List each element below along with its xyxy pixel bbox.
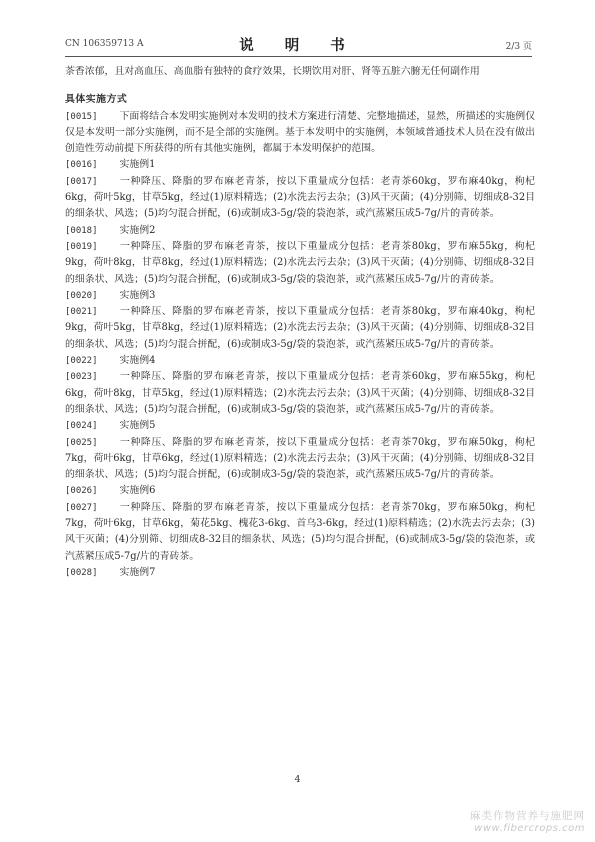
paragraph	[65, 239, 535, 288]
paragraph	[65, 157, 535, 173]
paragraph-number: [0016]	[65, 160, 98, 171]
paragraph-number: [0027]	[65, 502, 98, 513]
paragraph-number: [0022]	[65, 356, 98, 367]
paragraph-text: 下面将结合本发明实施例对本发明的技术方案进行清楚、完整地描述，显然，所描述的实施例仅仅是本发明一部分实施例，而不是全部的实施例。基于本发明中的实施例，本领域普通技术人员在没有做出创造性劳动前提下所获得的所有其他实施例，都属于本发明保护的范围。	[65, 110, 535, 155]
paragraph-text: 实施例6	[119, 485, 156, 497]
paragraph-text: 实施例7	[119, 566, 156, 578]
paragraph-text: 实施例5	[119, 420, 156, 432]
paragraph	[65, 369, 535, 418]
paragraph-number: [0025]	[65, 437, 98, 448]
paragraph-number: [0028]	[65, 567, 98, 578]
paragraph	[65, 500, 535, 565]
paragraph-text: 实施例4	[119, 355, 156, 367]
paragraph	[65, 435, 535, 484]
lead-paragraph: 茶香浓郁，且对高血压、高血脂有独特的食疗效果，长期饮用对肝、肾等五脏六腑无任何副作用	[65, 66, 480, 77]
patent-number: CN 106359713 A	[65, 39, 144, 49]
paragraph-number: [0019]	[65, 241, 98, 252]
paragraph-text: 一种降压、降脂的罗布麻老青茶，按以下重量成分包括：老青茶60kg，罗布麻55kg，枸杞6kg，荷叶8kg，甘草5kg，经过(1)原料精选；(2)水洗去污去杂；(3)风干灭菌；(4)分别筛、切细成8-32目的细条状、风选；(5)均匀混合拼配，(6)或制成3-5g/袋的袋泡茶，或汽蒸紧压成5-7g/片的青砖茶。	[65, 371, 535, 415]
document-title: 说 明 书	[239, 37, 358, 54]
paragraph	[65, 174, 535, 223]
page-number: 4	[294, 774, 301, 785]
paragraph	[65, 223, 535, 239]
paragraph-number: [0024]	[65, 421, 98, 432]
paragraph-text: 一种降压、降脂的罗布麻老青茶，按以下重量成分包括：老青茶70kg，罗布麻50kg，枸杞7kg，荷叶6kg，甘草6kg，菊花5kg、槐花3-6kg、首乌3-6kg，经过(1)原料精选；(2)水洗去污去杂；(3)风干灭菌；(4)分别筛、切细成8-32目的细条状、风选；(5)均匀混合拼配，(6)或制成3-5g/袋的袋泡茶，或汽蒸紧压成5-7g/片的青砖茶。	[65, 501, 535, 562]
watermark-url: www.fibercrops.com	[474, 823, 585, 834]
paragraph-number: [0015]	[65, 111, 98, 122]
paragraph	[65, 109, 535, 158]
section-title: 具体实施方式	[65, 94, 128, 106]
header-rule	[65, 56, 532, 57]
paragraph	[65, 483, 535, 499]
paragraph-number: [0023]	[65, 372, 98, 383]
paragraph-number: [0020]	[65, 290, 98, 301]
page-header	[65, 34, 532, 56]
paragraph	[65, 418, 535, 434]
paragraph-number: [0026]	[65, 486, 98, 497]
document-body	[65, 64, 535, 581]
paragraph-text: 实施例3	[119, 289, 156, 301]
page-ratio: 2/3 页	[505, 42, 532, 52]
paragraph	[65, 288, 535, 304]
paragraph-number: [0017]	[65, 176, 98, 187]
paragraph	[65, 304, 535, 353]
paragraph	[65, 565, 535, 581]
paragraph-text: 一种降压、降脂的罗布麻老青茶，按以下重量成分包括：老青茶60kg，罗布麻40kg，枸杞6kg，荷叶5kg，甘草5kg，经过(1)原料精选；(2)水洗去污去杂；(3)风干灭菌；(4)分别筛、切细成8-32目的细条状、风选；(5)均匀混合拼配，(6)或制成3-5g/袋的袋泡茶，或汽蒸紧压成5-7g/片的青砖茶。	[65, 175, 535, 220]
paragraph-number: [0018]	[65, 225, 98, 236]
paragraph-text: 一种降压、降脂的罗布麻老青茶，按以下重量成分包括：老青茶70kg，罗布麻50kg，枸杞7kg，荷叶6kg，甘草6kg，经过(1)原料精选；(2)水洗去污去杂；(3)风干灭菌；(4)分别筛、切细成8-32目的细条状、风选；(5)均匀混合拼配，(6)或制成3-5g/袋的袋泡茶，或汽蒸紧压成5-7g/片的青砖茶。	[65, 436, 535, 481]
paragraph-text: 一种降压、降脂的罗布麻老青茶，按以下重量成分包括：老青茶80kg，罗布麻55kg，枸杞9kg，荷叶8kg，甘草8kg，经过(1)原料精选；(2)水洗去污去杂；(3)风干灭菌；(4)分别筛、切细成8-32目的细条状、风选；(5)均匀混合拼配，(6)或制成3-5g/袋的袋泡茶，或汽蒸紧压成5-7g/片的青砖茶。	[65, 240, 535, 285]
paragraph-number: [0021]	[65, 307, 98, 318]
site-watermark	[470, 808, 585, 834]
paragraph-text: 实施例1	[119, 159, 156, 171]
paragraph-text: 实施例2	[119, 224, 156, 236]
paragraph	[65, 353, 535, 369]
watermark-site-name: 麻类作物营养与施肥网	[470, 810, 585, 822]
paragraph-text: 一种降压、降脂的罗布麻老青茶，按以下重量成分包括：老青茶80kg，罗布麻40kg，枸杞9kg，荷叶5kg，甘草8kg，经过(1)原料精选；(2)水洗去污去杂；(3)风干灭菌；(4)分别筛、切细成8-32目的细条状、风选；(5)均匀混合拼配，(6)或制成3-5g/袋的袋泡茶，或汽蒸紧压成5-7g/片的青砖茶。	[65, 306, 535, 350]
